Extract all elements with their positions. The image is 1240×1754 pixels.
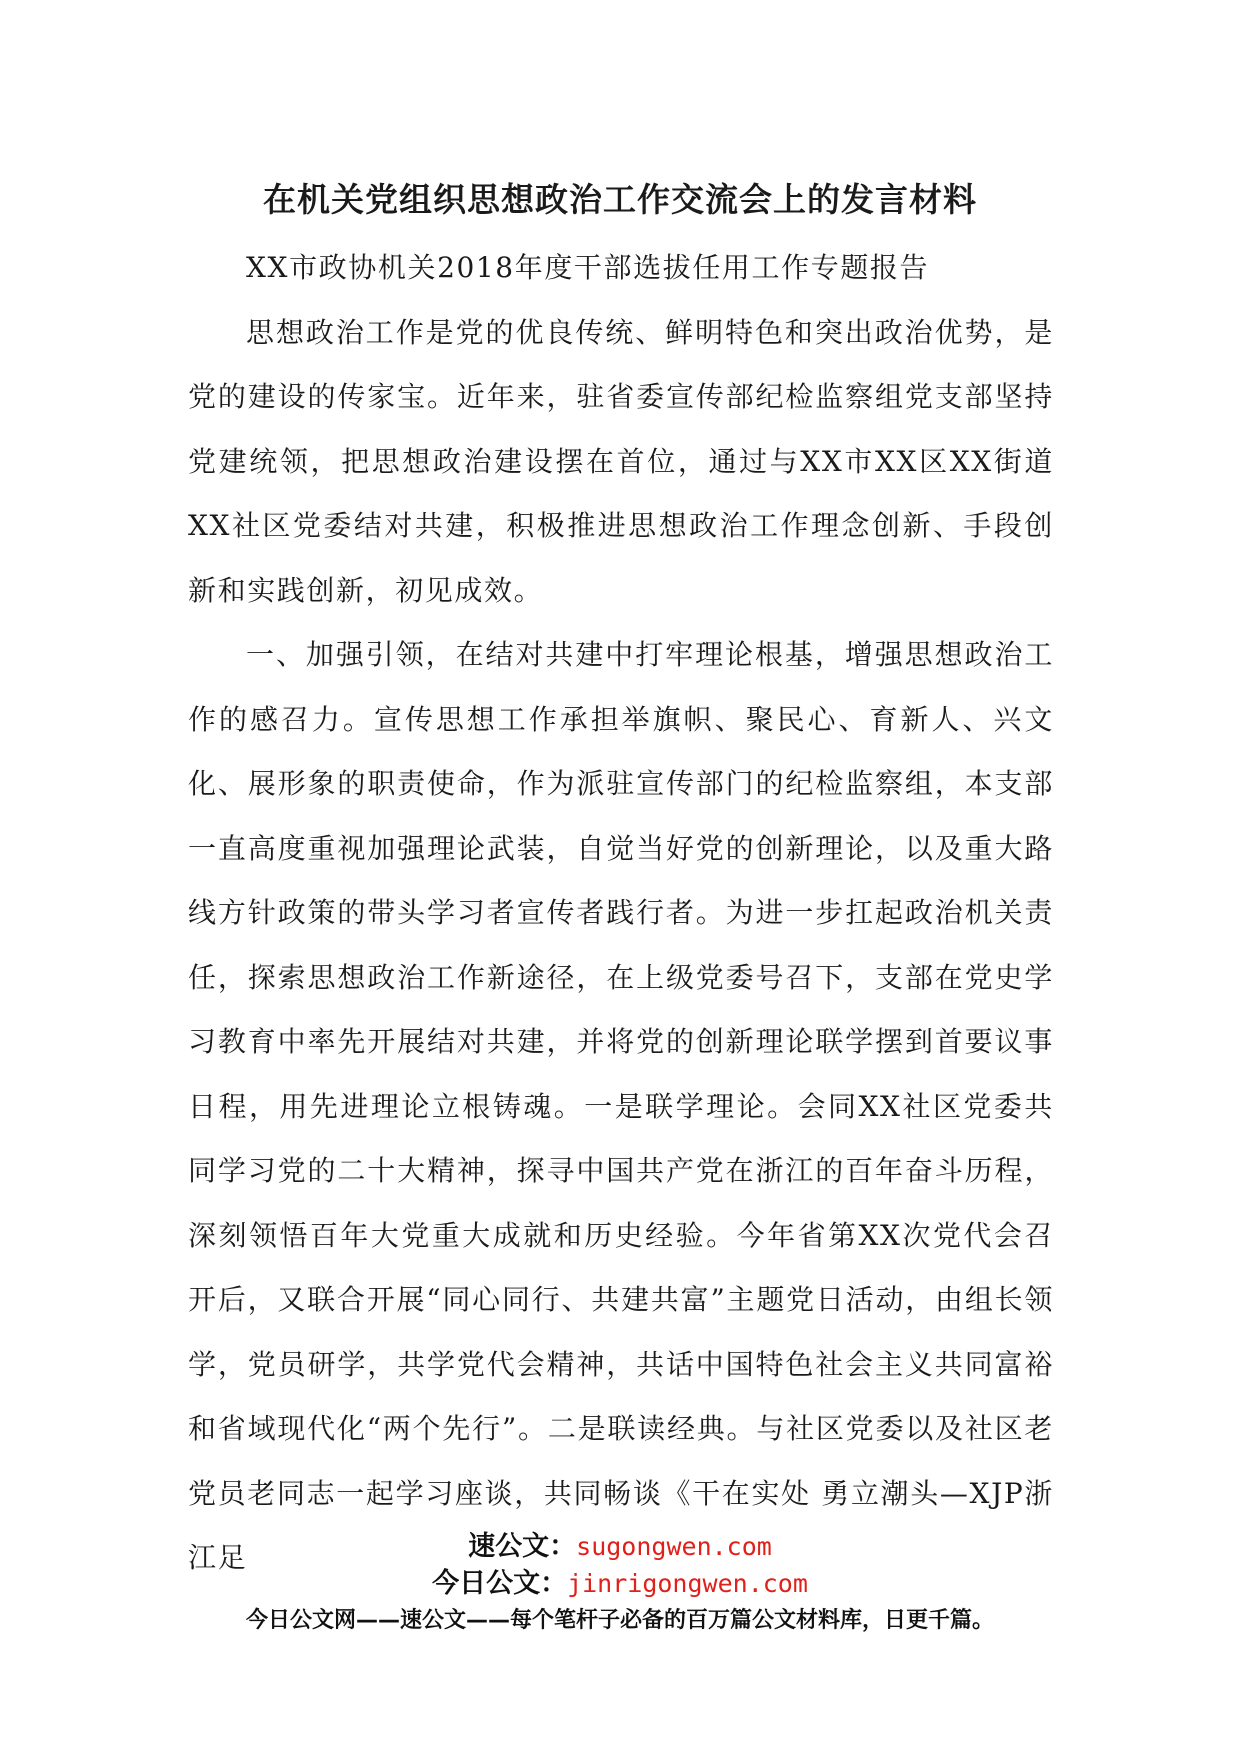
footer-jinrigongwen-line bbox=[0, 1565, 1240, 1602]
document-body bbox=[188, 236, 1054, 1591]
footer-jinrigongwen-label: 今日公文： bbox=[432, 1568, 568, 1599]
footer-sugongwen-link[interactable]: sugongwen.com bbox=[576, 1532, 772, 1561]
footer-sugongwen-label: 速公文： bbox=[468, 1531, 577, 1562]
footer-sugongwen-line bbox=[0, 1528, 1240, 1565]
document-title: 在机关党组织思想政治工作交流会上的发言材料 bbox=[263, 180, 977, 219]
footer-tagline: 今日公文网——速公文——每个笔杆子必备的百万篇公文材料库，日更千篇。 bbox=[245, 1608, 994, 1633]
section-one-paragraph: 一、加强引领，在结对共建中打牢理论根基，增强思想政治工作的感召力。宣传思想工作承担举旗帜、聚民心、育新人、兴文化、展形象的职责使命，作为派驻宣传部门的纪检监察组，本支部一直高度重视加强理论武装，自觉当好党的创新理论，以及重大路线方针政策的带头学习者宣传者践行者。为进一步扛起政治机关责任，探索思想政治工作新途径，在上级党委号召下，支部在党史学习教育中率先开展结对共建，并将党的创新理论联学摆到首要议事日程，用先进理论立根铸魂。一是联学理论。会同XX社区党委共同学习党的二十大精神，探寻中国共产党在浙江的百年奋斗历程，深刻领悟百年大党重大成就和历史经验。今年省第XX次党代会召开后，又联合开展“同心同行、共建共富”主题党日活动，由组长领学，党员研学，共学党代会精神，共话中国特色社会主义共同富裕和省域现代化“两个先行”。二是联读经典。与社区党委以及社区老党员老同志一起学习座谈，共同畅谈《干在实处 勇立潮头—XJP浙江足 bbox=[188, 638, 1054, 1574]
footer-jinrigongwen-link[interactable]: jinrigongwen.com bbox=[567, 1569, 808, 1598]
report-subtitle-paragraph: XX市政协机关2018年度干部选拔任用工作专题报告 bbox=[246, 251, 930, 284]
watermark-footer bbox=[0, 1528, 1240, 1638]
intro-paragraph: 思想政治工作是党的优良传统、鲜明特色和突出政治优势，是党的建设的传家宝。近年来，驻省委宣传部纪检监察组党支部坚持党建统领，把思想政治建设摆在首位，通过与XX市XX区XX街道XX社区党委结对共建，积极推进思想政治工作理念创新、手段创新和实践创新，初见成效。 bbox=[188, 315, 1054, 607]
